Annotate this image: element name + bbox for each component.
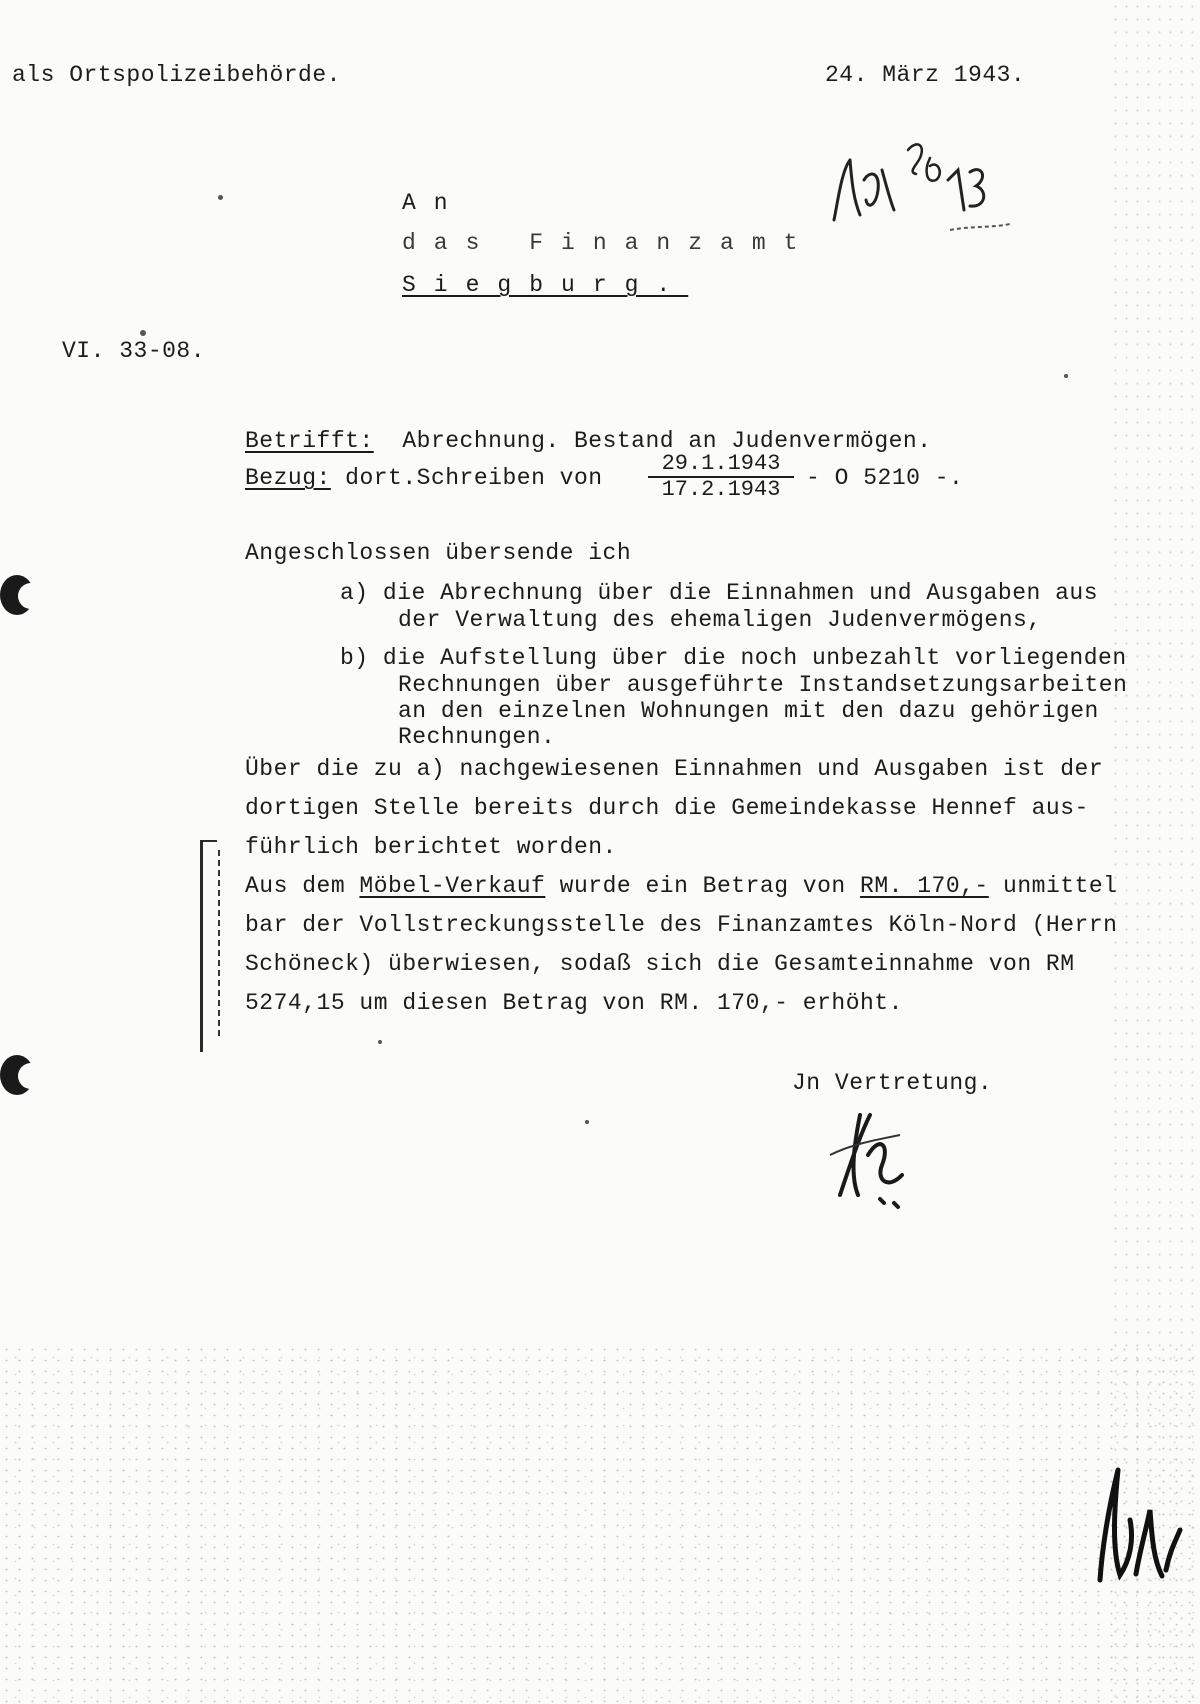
closing-line: Jn Vertretung. bbox=[792, 1070, 993, 1096]
amount-underlined: RM. 170,- bbox=[860, 873, 989, 899]
authority-line: als Ortspolizeibehörde. bbox=[12, 62, 341, 88]
reference-line bbox=[245, 465, 603, 491]
paragraph-2-line-3: Schöneck) überwiesen, sodaß sich die Gesamteinnahme von RM bbox=[245, 951, 1075, 977]
furniture-sale-term: Möbel-Verkauf bbox=[359, 873, 546, 899]
reference-date-top: 29.1.1943 bbox=[648, 453, 794, 478]
paragraph-1-line-1: Über die zu a) nachgewiesenen Einnahmen und Ausgaben ist der bbox=[245, 756, 1104, 782]
scan-noise-edge bbox=[1110, 0, 1200, 1704]
letter-date: 24. März 1943. bbox=[825, 62, 1026, 88]
handwritten-note bbox=[820, 130, 1020, 250]
punch-hole-top bbox=[0, 575, 34, 615]
reference-date-bottom: 17.2.1943 bbox=[661, 477, 781, 502]
margin-bracket bbox=[200, 840, 217, 1052]
item-b-line-1: b) die Aufstellung über die noch unbezahlt vorliegenden bbox=[340, 645, 1127, 671]
speck bbox=[1064, 374, 1068, 378]
signature bbox=[810, 1095, 930, 1215]
item-b-line-3: an den einzelnen Wohnungen mit den dazu gehörigen bbox=[398, 698, 1099, 724]
body-intro: Angeschlossen übersende ich bbox=[245, 540, 632, 566]
reference-file-number: - O 5210 -. bbox=[806, 465, 964, 491]
paragraph-2-line-1 bbox=[245, 873, 1117, 899]
item-a-line-1: a) die Abrechnung über die Einnahmen und Ausgaben aus bbox=[340, 580, 1099, 606]
subject-text: Abrechnung. Bestand an Judenvermögen. bbox=[402, 428, 932, 454]
speck bbox=[218, 195, 223, 200]
paragraph-1-line-2: dortigen Stelle bereits durch die Gemeindekasse Hennef aus- bbox=[245, 795, 1089, 821]
paragraph-2-part-e: unmittel bbox=[988, 873, 1118, 899]
paragraph-2-line-4: 5274,15 um diesen Betrag von RM. 170,- erhöht. bbox=[245, 990, 903, 1016]
initials bbox=[1080, 1450, 1190, 1590]
reference-text: dort.Schreiben von bbox=[345, 465, 603, 491]
recipient-prefix: An bbox=[402, 190, 466, 216]
punch-hole-bottom bbox=[0, 1055, 34, 1095]
speck bbox=[585, 1120, 589, 1124]
speck bbox=[378, 1040, 382, 1044]
recipient-line-1: das Finanzamt bbox=[402, 230, 816, 256]
reference-label: Bezug: bbox=[245, 465, 331, 491]
scan-noise bbox=[0, 1344, 1200, 1704]
reference-number: VI. 33-08. bbox=[62, 338, 206, 364]
subject-label: Betrifft: bbox=[245, 428, 374, 454]
subject-line bbox=[245, 428, 932, 454]
recipient-line-2: Siegburg. bbox=[402, 272, 689, 298]
margin-bracket-dashes bbox=[218, 850, 220, 1040]
paragraph-2-line-2: bar der Vollstreckungsstelle des Finanzamtes Köln-Nord (Herrn bbox=[245, 912, 1118, 938]
item-a-line-2: der Verwaltung des ehemaligen Judenvermögens, bbox=[398, 607, 1042, 633]
paragraph-1-line-3: führlich berichtet worden. bbox=[245, 834, 617, 860]
paragraph-2-part-a: Aus dem bbox=[245, 873, 360, 899]
item-b-line-4: Rechnungen. bbox=[398, 724, 556, 750]
reference-dates bbox=[648, 453, 794, 501]
speck bbox=[140, 330, 146, 336]
paragraph-2-part-c: wurde ein Betrag von bbox=[545, 873, 861, 899]
item-b-line-2: Rechnungen über ausgeführte Instandsetzungsarbeiten bbox=[398, 672, 1128, 698]
